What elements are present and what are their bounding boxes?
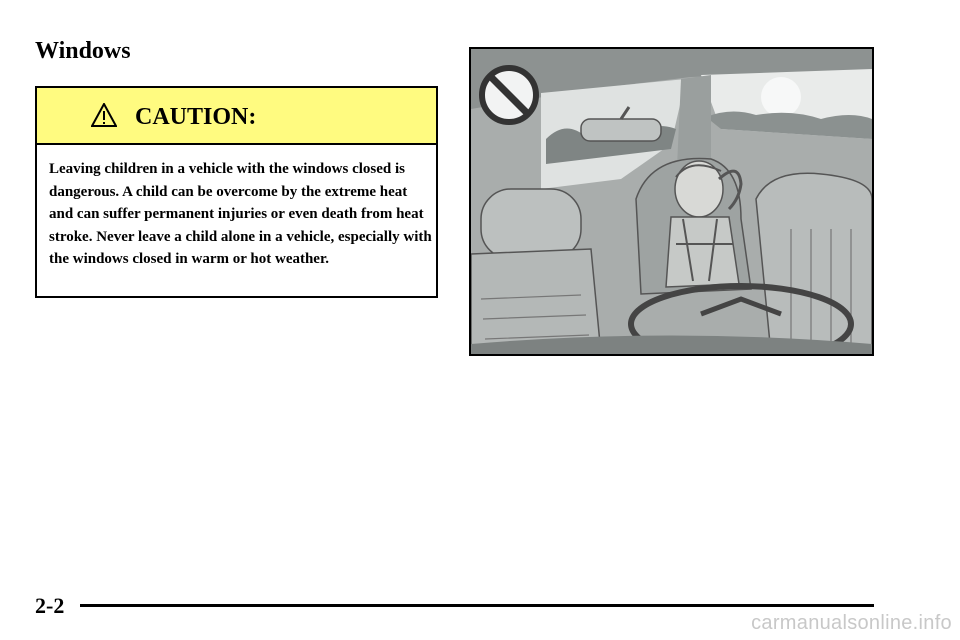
footer-rule: [80, 604, 874, 607]
no-symbol-icon: [482, 68, 536, 122]
caution-text: Leaving children in a vehicle with the windows closed is dangerous. A child can be overcome by the extreme heat and can suffer permanent injuries or even death from heat stroke. Never leave a child alone in a vehicle, especially with the windows closed in warm or hot weather.: [49, 161, 432, 267]
child-in-car-illustration: [469, 47, 874, 356]
caution-box: [35, 86, 438, 298]
caution-label: CAUTION:: [135, 104, 257, 130]
page-title: Windows: [35, 38, 131, 64]
warning-triangle-icon: [91, 103, 117, 127]
watermark-text: carmanualsonline.info: [751, 612, 952, 634]
child-in-car-drawing: [471, 49, 872, 354]
page-number: 2-2: [35, 593, 65, 618]
caution-header: [37, 88, 436, 145]
